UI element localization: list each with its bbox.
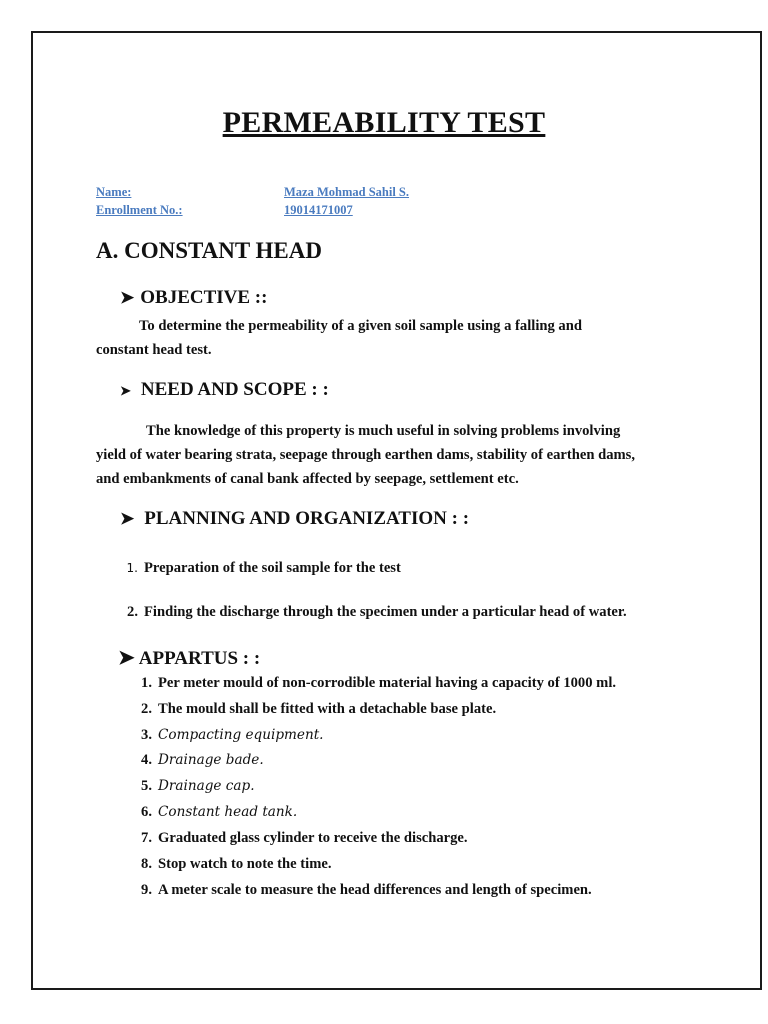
- apparatus-item-number: 1.: [141, 675, 152, 691]
- apparatus-item-number: 9.: [141, 882, 152, 898]
- planning-heading: [120, 508, 469, 530]
- apparatus-item-number: 3.: [141, 727, 152, 743]
- name-value: Maza Mohmad Sahil S.: [284, 185, 410, 199]
- enrollment-value: 19014171007: [284, 203, 353, 217]
- section-a-heading: A. CONSTANT HEAD: [96, 238, 322, 263]
- apparatus-item-number: 6.: [141, 804, 152, 820]
- apparatus-item-number: 7.: [141, 830, 152, 846]
- apparatus-item: [128, 804, 297, 821]
- apparatus-heading-text: APPARTUS : :: [138, 648, 261, 669]
- apparatus-item-number: 2.: [141, 701, 152, 717]
- apparatus-item-text: Compacting equipment.: [158, 727, 324, 743]
- apparatus-item: [128, 675, 616, 692]
- planning-item: [114, 604, 627, 621]
- apparatus-item-number: 5.: [141, 778, 152, 794]
- need-scope-line-1: The knowledge of this property is much useful in solving problems involving: [146, 423, 621, 439]
- objective-line-1: To determine the permeability of a given soil sample using a falling and: [139, 318, 582, 334]
- name-label: Name:: [96, 185, 132, 199]
- apparatus-item-text: Graduated glass cylinder to receive the discharge.: [158, 830, 468, 846]
- apparatus-item-text: Drainage cap.: [158, 778, 255, 794]
- apparatus-item: [128, 882, 592, 899]
- apparatus-item: [128, 752, 264, 769]
- apparatus-item-text: Per meter mould of non-corrodible material having a capacity of 1000 ml.: [158, 675, 617, 691]
- objective-heading: [120, 287, 267, 309]
- apparatus-item: [128, 701, 496, 718]
- objective-heading-text: OBJECTIVE ::: [140, 287, 268, 308]
- arrow-bullet-icon: ➤: [120, 288, 135, 307]
- objective-line-2: constant head test.: [96, 342, 212, 358]
- apparatus-item-number: 8.: [141, 856, 152, 872]
- apparatus-item-text: Stop watch to note the time.: [158, 856, 332, 872]
- arrow-bullet-icon: ➤: [118, 647, 135, 669]
- enrollment-label: Enrollment No.:: [96, 203, 183, 217]
- planning-item-number: 1.: [126, 561, 138, 575]
- apparatus-item-text: Constant head tank.: [158, 804, 298, 820]
- page-title: PERMEABILITY TEST: [222, 106, 546, 139]
- planning-item-text: Finding the discharge through the specimen under a particular head of water.: [144, 604, 627, 620]
- need-scope-line-3: and embankments of canal bank affected by seepage, settlement etc.: [96, 471, 519, 487]
- planning-item-text: Preparation of the soil sample for the test: [144, 560, 401, 576]
- arrow-bullet-icon: ➤: [120, 383, 131, 398]
- apparatus-item-number: 4.: [141, 752, 152, 768]
- apparatus-item: [128, 830, 468, 847]
- apparatus-item-text: A meter scale to measure the head differences and length of specimen.: [158, 882, 592, 898]
- planning-item: [114, 560, 401, 577]
- apparatus-item: [128, 856, 331, 873]
- apparatus-item: [128, 778, 255, 795]
- need-scope-heading-text: NEED AND SCOPE : :: [140, 379, 329, 400]
- apparatus-item-text: Drainage bade.: [158, 752, 264, 768]
- planning-item-number: 2.: [127, 604, 138, 620]
- need-scope-heading: [120, 379, 329, 401]
- need-scope-line-2: yield of water bearing strata, seepage through earthen dams, stability of earthen dams,: [96, 447, 635, 463]
- apparatus-item: [128, 727, 324, 744]
- planning-heading-text: PLANNING AND ORGANIZATION : :: [144, 508, 470, 529]
- arrow-bullet-icon: ➤: [120, 509, 135, 528]
- apparatus-heading: [118, 645, 260, 670]
- apparatus-item-text: The mould shall be fitted with a detachable base plate.: [158, 701, 497, 717]
